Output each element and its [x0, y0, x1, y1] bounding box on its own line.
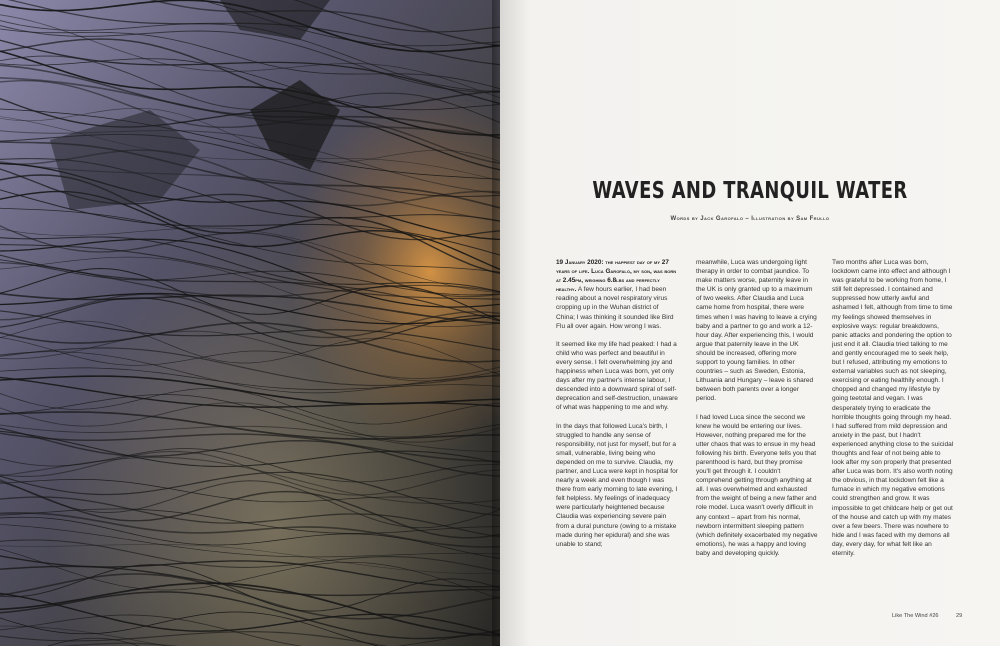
article-title: WAVES AND TRANQUIL WATER [592, 178, 908, 204]
article-byline: Words by Jack Garofalo – Illustration by Sam Frullo [670, 216, 830, 222]
text-column-2 [696, 258, 818, 567]
paragraph: I had loved Luca since the second we knew he would be entering our lives. However, nothing prepared me for the utter chaos that was to ensue in my head following his birth. Everyone tells you that parenthood is hard, but they promise you'll get through it. I couldn't comprehend getting through anything at all. I was overwhelmed and exhausted from the weight of being a new father and role model. Luca wasn't overly difficult in any context – apart from his normal, newborn intermittent sleeping pattern (which definitely exacerbated my negative emotions), he was a happy and loving baby and developing quickly. [696, 413, 818, 557]
magazine-issue: Like The Wind #26 [892, 613, 939, 619]
article-page [500, 0, 1000, 646]
paragraph-text: A few hours earlier, I had been reading about a novel respiratory virus cropping up in the Wuhan district of China; I was thinking it sounded like Bird Flu all over again. How wrong I was. [556, 286, 674, 330]
text-column-3 [832, 258, 954, 567]
paragraph: Two months after Luca was born, lockdown came into effect and although I was grateful to be working from home, I still felt depressed. I contained and suppressed how utterly awful and ashamed I felt, although from time to time my feelings showed themselves in explosive ways: regular breakdowns, panic attacks and pondering the option to just end it all. Claudia tried talking to me and gently encouraged me to seek help, but I refused, attributing my emotions to external variables such as not sleeping, exercising or eating healthily enough. I chopped and changed my lifestyle by going teetotal and vegan. I was desperately trying to eradicate the horrible thoughts going through my head. I had suffered from mild depression and anxiety in the past, but I hadn't experienced anything close to the suicidal thoughts and fear of not being able to look after my son properly that presented after Luca was born. It's also worth noting the obvious, in that lockdown felt like a furnace in which my negative emotions could strengthen and grow. It was impossible to get childcare help or get out of the house and catch up with my mates over a few beers. There was nowhere to hide and I was faced with my demons all day, every day, for what felt like an eternity. [832, 259, 954, 557]
text-column-1 [556, 258, 678, 558]
lead-in: 19 January 2020: the happiest day of my 27 years of life. Luca Garofalo, my son, was born at 2.45pm, weighing 6.8lbs and perfectly healthy. [556, 259, 677, 294]
paragraph: It seemed like my life had peaked: I had a child who was perfect and beautiful in every sense. I felt overwhelming joy and happiness when Luca was born, yet only days after my partner's intense labour, I descended into a downward spiral of self-deprecation and self-destruction, unaware of what was happening to me and why. [556, 340, 678, 412]
paragraph: meanwhile, Luca was undergoing light therapy in order to combat jaundice. To make matters worse, paternity leave in the UK is only granted up to a maximum of two weeks. After Claudia and Luca came home from hospital, there were times when I was having to leave a crying baby and a partner to go and work a 12-hour day. After experiencing this, I would argue that paternity leave in the UK should be increased, offering more support to young families. In other countries – such as Sweden, Estonia, Lithuania and Hungary – leave is shared between both parents over a longer period. [696, 259, 817, 403]
page-number: 29 [956, 613, 963, 619]
paragraph: In the days that followed Luca's birth, I struggled to handle any sense of responsibility, not just for myself, but for a small, vulnerable, living being who depended on me to survive. Claudia, my partner, and Luca were kept in hospital for nearly a week and even though I was there from early morning to late evening, I felt helpless. My feelings of inadequacy were particularly heightened because Claudia was experiencing severe pain from a dural puncture (owing to a mistake made during her epidural) and she was unable to stand; [556, 422, 678, 548]
paragraph [556, 258, 678, 331]
